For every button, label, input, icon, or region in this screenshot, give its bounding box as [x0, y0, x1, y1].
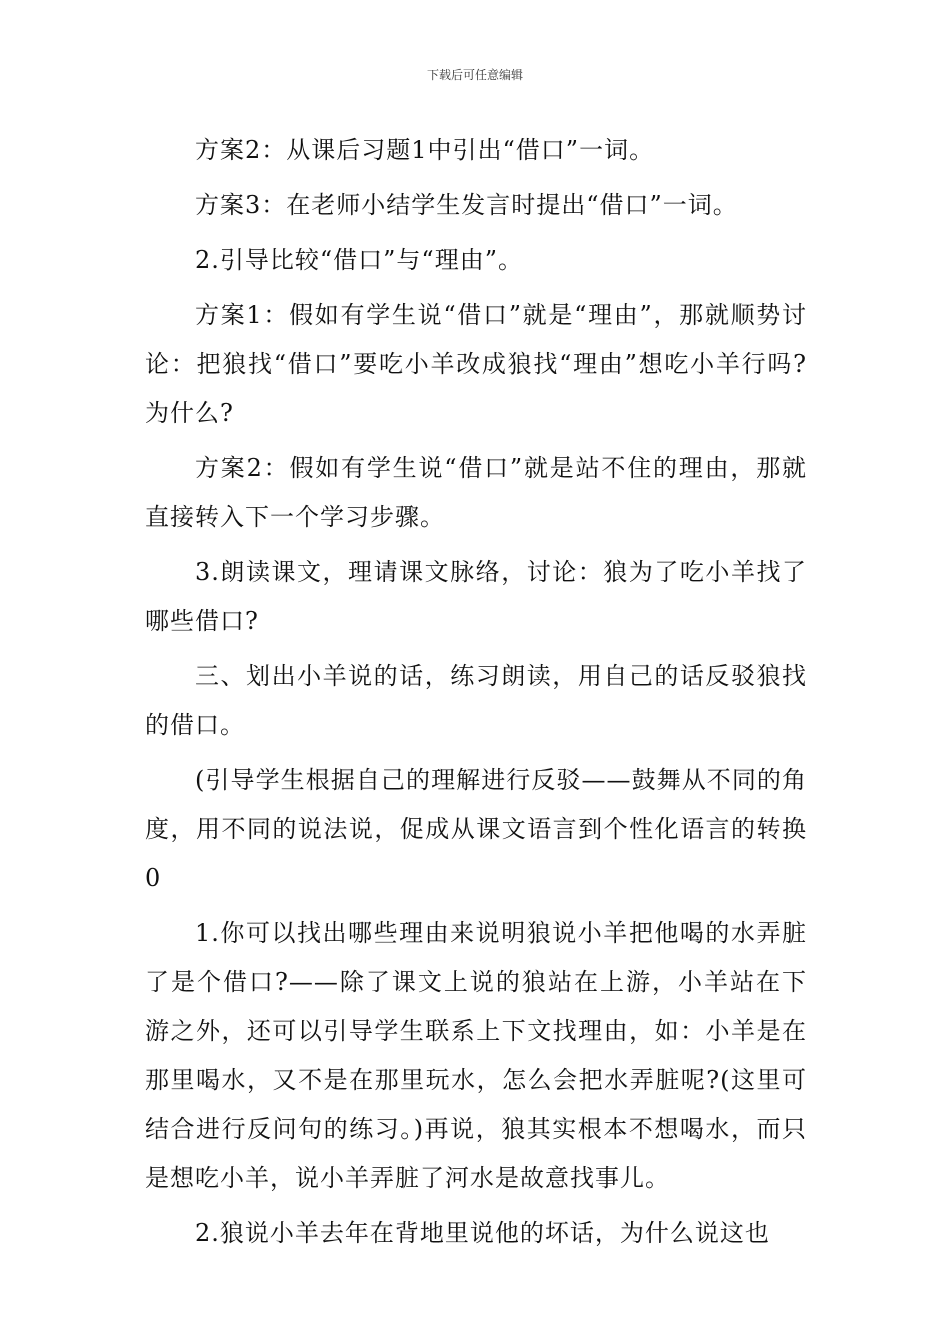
- paragraph-question-1: 1.你可以找出哪些理由来说明狼说小羊把他喝的水弄脏了是个借口?——除了课文上说的狼站在上游，小羊站在下游之外，还可以引导学生联系上下文找理由，如：小羊是在那里喝水，又不是在那里玩水，怎么会把水弄脏呢?(这里可结合进行反问句的练习。)再说，狼其实根本不想喝水，而只是想吃小羊，说小羊弄脏了河水是故意找事儿。: [145, 919, 807, 1192]
- paragraph-plan-2: 方案2：从课后习题1中引出“借口”一词。: [195, 136, 655, 164]
- paragraph-question-2: 2.狼说小羊去年在背地里说他的坏话，为什么说这也: [195, 1219, 770, 1247]
- document-body: [145, 126, 807, 1264]
- paragraph-plan-3: 方案3：在老师小结学生发言时提出“借口”一词。: [195, 191, 738, 219]
- page-header: 下载后可任意编辑: [426, 68, 523, 82]
- paragraph-read-text-step: 3.朗读课文，理请课文脉络，讨论：狼为了吃小羊找了哪些借口?: [145, 558, 807, 635]
- paragraph-plan-2-next-step: 方案2：假如有学生说“借口”就是站不住的理由，那就直接转入下一个学习步骤。: [145, 454, 807, 531]
- paragraph-compare-step: 2.引导比较“借口”与“理由”。: [195, 246, 523, 274]
- paragraph-plan-1-discussion: 方案1：假如有学生说“借口”就是“理由”，那就顺势讨论：把狼找“借口”要吃小羊改成狼找“理由”想吃小羊行吗?为什么?: [145, 301, 807, 427]
- paragraph-guidance-note: (引导学生根据自己的理解进行反驳——鼓舞从不同的角度，用不同的说法说，促成从课文语言到个性化语言的转换0: [145, 766, 807, 892]
- paragraph-section-three: 三、划出小羊说的话，练习朗读，用自己的话反驳狼找的借口。: [145, 662, 807, 739]
